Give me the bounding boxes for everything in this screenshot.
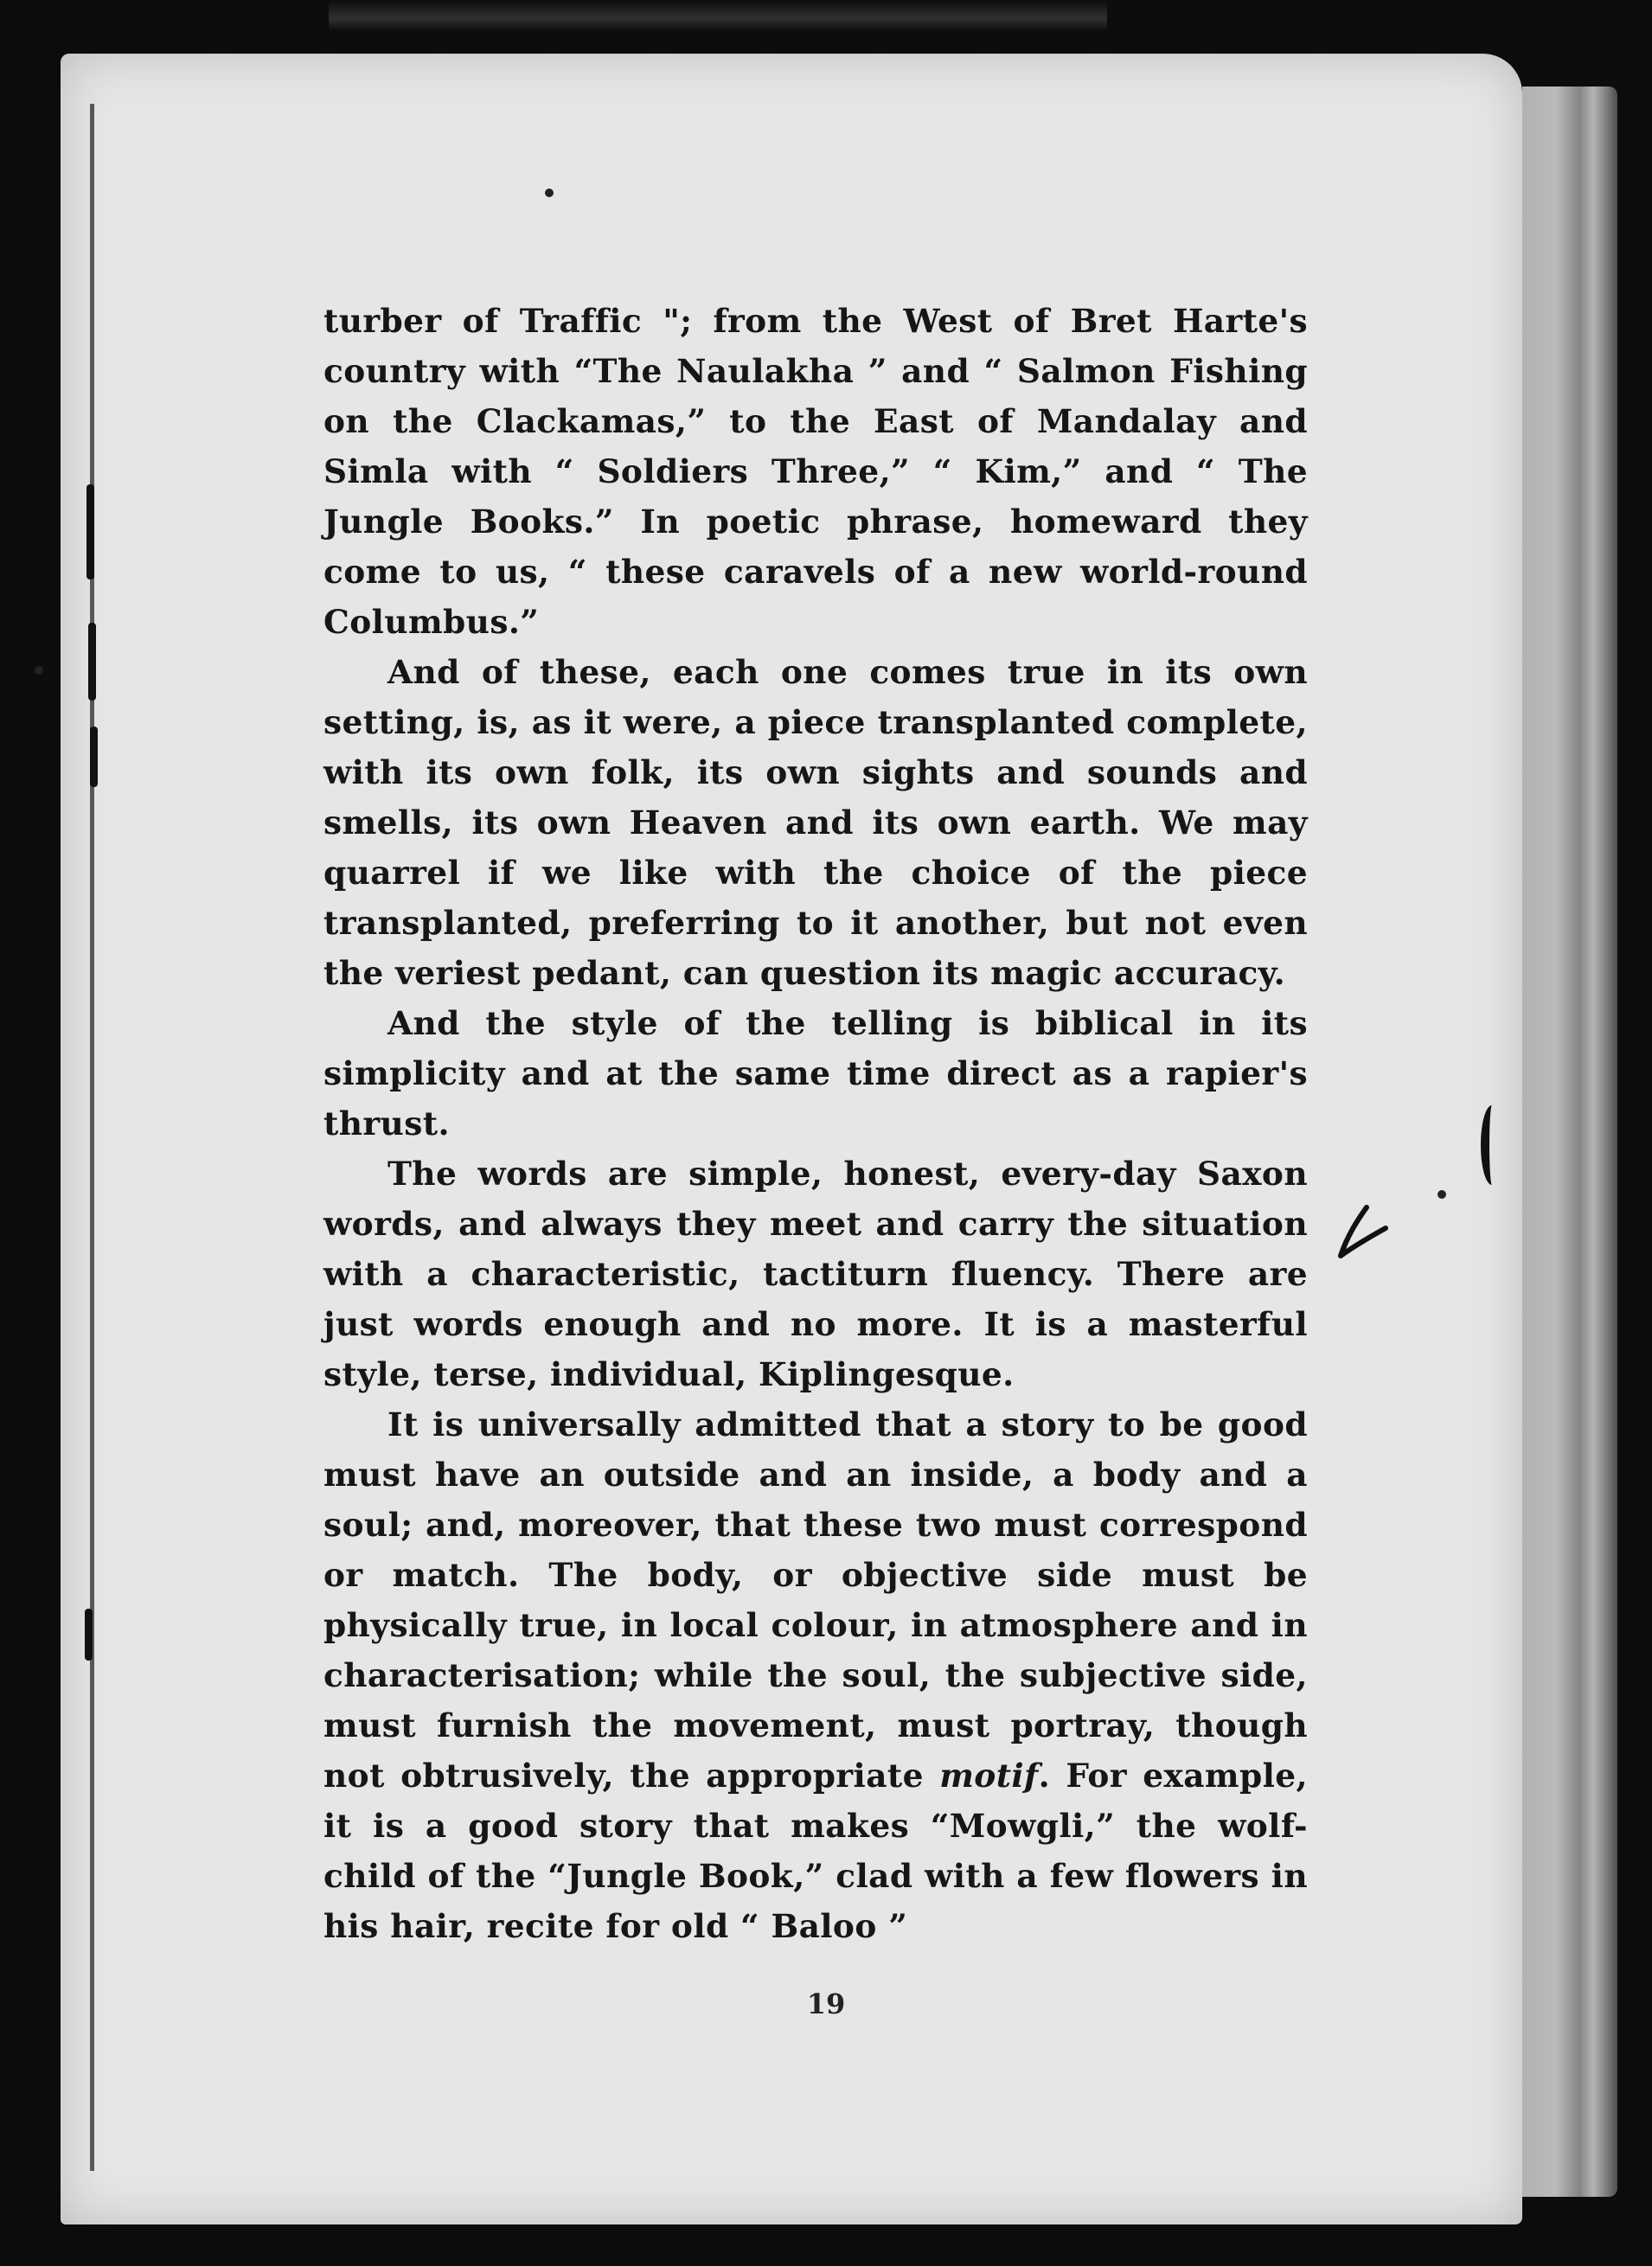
gutter-mark [90,727,98,787]
page-number: 19 [806,1988,846,2020]
top-page-edge [329,0,1107,31]
paragraph: turber of Traffic "; from the West of Bret Harte's country with “The Naulakha ” and “ Salmon Fishing on the Clackamas,” to the East of Mandalay and Simla with “ Soldiers Three,” “ Kim,” and “ The Jungle Books.” In poetic phrase, homeward they come to us, “ these caravels of a new world-round Columbus.” [323,302,1308,641]
italic-word: motif [939,1757,1039,1795]
handwritten-bracket-mark [1481,1105,1503,1185]
body-text [323,296,1308,1951]
paragraph: The words are simple, honest, every-day Saxon words, and always they meet and carry the situation with a characteristic, tactiturn fluency. There are just words enough and no more. It is a masterful style, terse, individual, Kiplingesque. [323,1155,1308,1393]
paragraph-text: . For example, it is a good story that makes “Mowgli,” the wolf-child of the “Jungle Book,” clad with a few flowers in his hair, recite for old “ Baloo ” [323,1757,1308,1945]
right-page-edge [1522,86,1617,2197]
paragraph: And the style of the telling is biblical in its simplicity and at the same time direct as a rapier's thrust. [323,1004,1308,1143]
gutter-mark [86,484,94,579]
gutter-mark [88,623,96,701]
speck [35,666,43,675]
paragraph [323,1399,1308,1951]
binding-shadow [90,104,94,2171]
handwritten-check-mark [1332,1202,1393,1289]
speck [545,189,554,197]
paragraph: And of these, each one comes true in its own setting, is, as it were, a piece transplanted complete, with its own folk, its own sights and sounds and smells, its own Heaven and its own earth. We may quarrel if we like with the choice of the piece transplanted, preferring to it another, but not even the veriest pedant, can question its magic accuracy. [323,653,1308,992]
paragraph-text: It is universally admitted that a story to be good must have an outside and an inside, a body and a soul; and, moreover, that these two must correspond or match. The body, or objective side must be physically true, in local colour, in atmosphere and in characterisation; while the soul, the subjective side, must furnish the movement, must portray, though not obtrusively, the appropriate [323,1405,1308,1795]
gutter-mark [85,1609,93,1661]
speck [1437,1190,1446,1199]
